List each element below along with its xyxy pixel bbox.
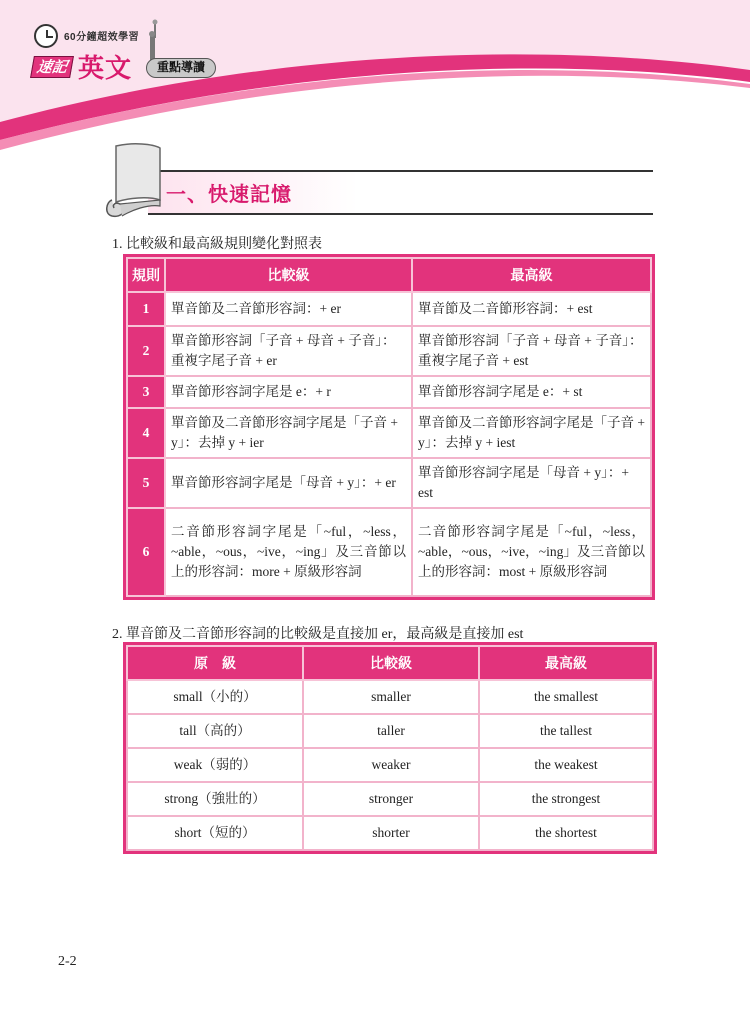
superlative-rule: 單音節形容詞字尾是 e：+ st [412, 376, 651, 408]
column-header: 比較級 [303, 646, 479, 680]
rule-number: 5 [127, 458, 165, 508]
comparative-rule: 單音節形容詞「子音 + 母音 + 子音」：重複字尾子音 + er [165, 326, 412, 376]
banner-divider [148, 170, 653, 172]
scroll-icon [98, 140, 168, 224]
base-form: short（短的） [127, 816, 303, 850]
base-form: tall（高的） [127, 714, 303, 748]
superlative-form: the strongest [479, 782, 653, 816]
superlative-form: the weakest [479, 748, 653, 782]
superlative-form: the shortest [479, 816, 653, 850]
table-row [127, 508, 651, 596]
table-row [127, 408, 651, 458]
superlative-rule: 二音節形容詞字尾是「~ful，~less，~able，~ous，~ive，~ing」及三音節以上的形容詞：most + 原級形容詞 [412, 508, 651, 596]
superlative-rule: 單音節及二音節形容詞：+ est [412, 292, 651, 326]
banner-divider [148, 213, 653, 215]
rule-number: 2 [127, 326, 165, 376]
table-row [127, 714, 653, 748]
superlative-rule: 單音節及二音節形容詞字尾是「子音 + y」：去掉 y + iest [412, 408, 651, 458]
table-row [127, 326, 651, 376]
rule-number: 3 [127, 376, 165, 408]
rule-number: 6 [127, 508, 165, 596]
column-header: 原 級 [127, 646, 303, 680]
comparative-rule: 單音節及二音節形容詞：+ er [165, 292, 412, 326]
base-form: strong（強壯的） [127, 782, 303, 816]
section-title: 一、快速記憶 [166, 184, 292, 206]
table-header-row [127, 646, 653, 680]
rules-table [126, 257, 652, 597]
logo-tagline: 60分鐘超效學習 [64, 32, 140, 43]
rule-number: 4 [127, 408, 165, 458]
column-header: 最高級 [479, 646, 653, 680]
comparative-form: weaker [303, 748, 479, 782]
table-header-row [127, 258, 651, 292]
table-row [127, 748, 653, 782]
table2-heading: 2. 單音節及二音節形容詞的比較級是直接加 er，最高級是直接加 est [112, 627, 524, 642]
comparative-rule: 二音節形容詞字尾是「~ful，~less，~able，~ous，~ive，~ing」及三音節以上的形容詞：more + 原級形容詞 [165, 508, 412, 596]
comparative-form: taller [303, 714, 479, 748]
series-badge: 重點導讀 [146, 58, 216, 78]
table-row [127, 458, 651, 508]
superlative-rule: 單音節形容詞「子音 + 母音 + 子音」：重複字尾子音 + est [412, 326, 651, 376]
clock-icon [34, 24, 58, 48]
rule-number: 1 [127, 292, 165, 326]
column-header: 規則 [127, 258, 165, 292]
comparative-rule: 單音節及二音節形容詞字尾是「子音 + y」：去掉 y + ier [165, 408, 412, 458]
table-row [127, 782, 653, 816]
superlative-rule: 單音節形容詞字尾是「母音 + y」：+ est [412, 458, 651, 508]
comparative-form: smaller [303, 680, 479, 714]
column-header: 最高級 [412, 258, 651, 292]
base-form: small（小的） [127, 680, 303, 714]
comparative-rule: 單音節形容詞字尾是 e：+ r [165, 376, 412, 408]
table-row [127, 292, 651, 326]
table-row [127, 680, 653, 714]
table1-heading: 1. 比較級和最高級規則變化對照表 [112, 237, 322, 252]
book-logo [28, 18, 218, 83]
table-row [127, 376, 651, 408]
comparative-rule: 單音節形容詞字尾是「母音 + y」：+ er [165, 458, 412, 508]
comparative-form: shorter [303, 816, 479, 850]
column-header: 比較級 [165, 258, 412, 292]
logo-subject: 英文 [78, 54, 133, 83]
page-number: 2-2 [58, 954, 77, 969]
section-banner [98, 140, 658, 230]
base-form: weak（弱的） [127, 748, 303, 782]
examples-table [126, 645, 654, 851]
superlative-form: the smallest [479, 680, 653, 714]
logo-badge: 速記 [30, 56, 74, 78]
table-row [127, 816, 653, 850]
comparative-form: stronger [303, 782, 479, 816]
superlative-form: the tallest [479, 714, 653, 748]
